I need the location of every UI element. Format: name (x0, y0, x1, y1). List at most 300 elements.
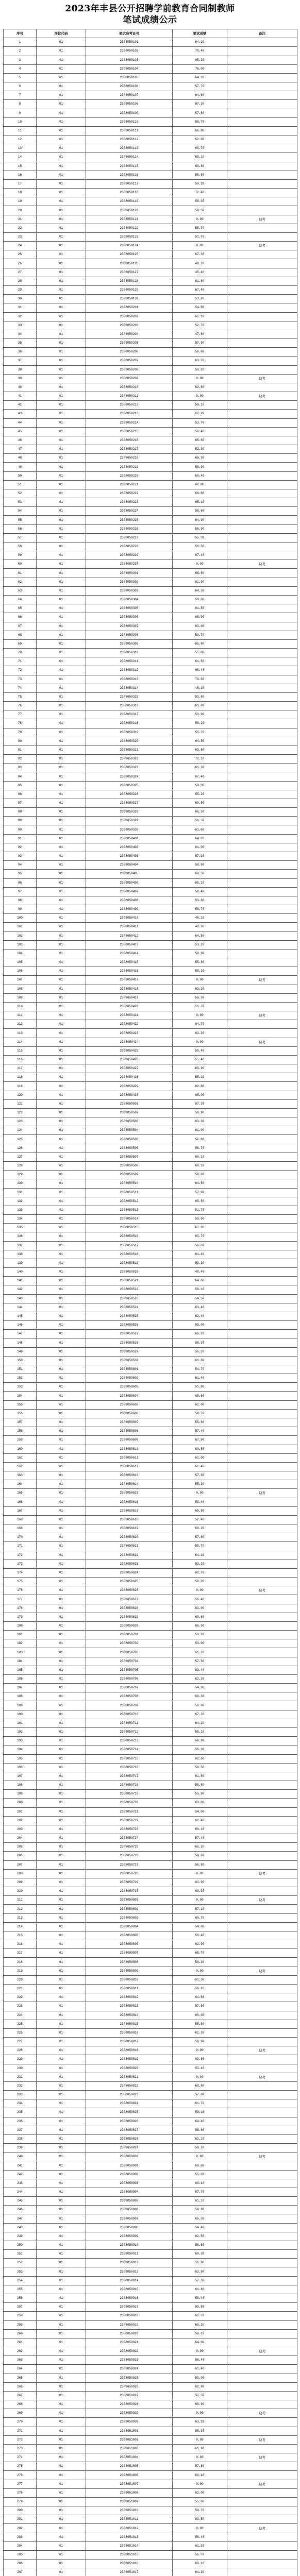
cell-score: 63.30 (173, 1117, 227, 1126)
cell-serial: 37 (4, 357, 37, 365)
cell-serial: 71 (4, 657, 37, 666)
cell-score: 53.70 (173, 418, 227, 427)
cell-ticket-number: 2308050122 (86, 224, 173, 232)
cell-position-code: 01 (37, 1631, 86, 1639)
cell-score: 54.50 (173, 1294, 227, 1303)
cell-ticket-number: 2308050708 (86, 1692, 173, 1701)
cell-remarks (227, 179, 297, 188)
cell-position-code: 01 (37, 1400, 86, 1409)
cell-score: 62.80 (173, 480, 227, 489)
cell-position-code: 01 (37, 1551, 86, 1560)
cell-position-code: 01 (37, 1958, 86, 1967)
cell-serial: 61 (4, 569, 37, 578)
cell-remarks (227, 1321, 297, 1330)
cell-ticket-number: 2308050313 (86, 675, 173, 684)
cell-score: 55.40 (173, 1055, 227, 1064)
cell-position-code: 01 (37, 215, 86, 224)
cell-remarks (227, 206, 297, 215)
cell-remarks (227, 1498, 297, 1506)
cell-ticket-number: 2308050625 (86, 1578, 173, 1586)
cell-ticket-number: 2308050123 (86, 232, 173, 241)
cell-serial: 132 (4, 1197, 37, 1206)
table-row (4, 622, 297, 631)
cell-remarks (227, 1082, 297, 1091)
cell-remarks (227, 1648, 297, 1657)
cell-position-code: 01 (37, 445, 86, 454)
cell-ticket-number: 2308050712 (86, 1728, 173, 1737)
table-row (4, 153, 297, 162)
cell-remarks (227, 1684, 297, 1692)
table-row (4, 949, 297, 958)
cell-position-code: 01 (37, 764, 86, 772)
cell-ticket-number: 2308050726 (86, 1852, 173, 1860)
cell-score: 55.90 (173, 1790, 227, 1799)
cell-ticket-number: 2308050304 (86, 596, 173, 604)
cell-score: 60.90 (173, 1064, 227, 1073)
cell-remarks (227, 153, 297, 162)
cell-ticket-number: 2308050510 (86, 1179, 173, 1188)
cell-score: 57.80 (173, 2462, 227, 2471)
cell-score: 59.20 (173, 967, 227, 976)
cell-remarks (227, 1984, 297, 1993)
cell-ticket-number: 2308050302 (86, 578, 173, 586)
table-row (4, 1436, 297, 1445)
cell-position-code: 01 (37, 2329, 86, 2338)
cell-score: 56.90 (173, 524, 227, 533)
cell-serial: 96 (4, 878, 37, 887)
cell-position-code: 01 (37, 2541, 86, 2550)
table-row (4, 1586, 297, 1595)
cell-serial: 113 (4, 1029, 37, 1038)
table-row (4, 1568, 297, 1577)
cell-serial: 5 (4, 73, 37, 82)
cell-ticket-number: 2308050403 (86, 852, 173, 860)
cell-ticket-number: 2308050312 (86, 666, 173, 675)
cell-ticket-number: 2308050920 (86, 2329, 173, 2338)
cell-score: 55.10 (173, 1728, 227, 1737)
cell-remarks (227, 2038, 297, 2046)
cell-serial: 229 (4, 2055, 37, 2064)
cell-remarks (227, 745, 297, 754)
cell-position-code: 01 (37, 38, 86, 47)
cell-ticket-number: 2308050124 (86, 242, 173, 250)
table-row (4, 728, 297, 737)
cell-position-code: 01 (37, 781, 86, 790)
table-row (4, 82, 297, 91)
table-row (4, 1843, 297, 1852)
cell-ticket-number: 2308050727 (86, 1860, 173, 1869)
table-row (4, 330, 297, 338)
cell-position-code: 01 (37, 1099, 86, 1108)
cell-score: 67.30 (173, 100, 227, 109)
table-row (4, 1728, 297, 1737)
cell-score: 56.40 (173, 2356, 227, 2365)
cell-serial: 219 (4, 1967, 37, 1975)
cell-remarks (227, 1392, 297, 1400)
table-row (4, 896, 297, 905)
cell-serial: 254 (4, 2276, 37, 2285)
cell-serial: 163 (4, 1471, 37, 1480)
table-row (4, 1940, 297, 1949)
cell-ticket-number: 2308050408 (86, 896, 173, 905)
table-row (4, 2382, 297, 2391)
cell-serial: 60 (4, 560, 37, 569)
cell-score: 58.10 (173, 2329, 227, 2338)
cell-ticket-number: 2308051013 (86, 2533, 173, 2541)
cell-position-code: 01 (37, 985, 86, 993)
cell-ticket-number: 2308050206 (86, 348, 173, 357)
cell-serial: 243 (4, 2179, 37, 2188)
cell-remarks (227, 2497, 297, 2506)
cell-remarks (227, 259, 297, 268)
cell-remarks (227, 1595, 297, 1604)
cell-ticket-number: 2308050624 (86, 1568, 173, 1577)
cell-ticket-number: 2308050914 (86, 2276, 173, 2285)
cell-ticket-number: 2308050615 (86, 1489, 173, 1498)
cell-score: 0.00 (173, 1011, 227, 1020)
table-row (4, 427, 297, 436)
cell-serial: 23 (4, 232, 37, 241)
cell-ticket-number: 2308050612 (86, 1462, 173, 1471)
cell-score: 56.10 (173, 1984, 227, 1993)
table-row (4, 914, 297, 923)
cell-ticket-number: 2308050618 (86, 1515, 173, 1524)
cell-score: 56.20 (173, 1347, 227, 1356)
cell-ticket-number: 2308050404 (86, 861, 173, 870)
cell-score: 61.00 (173, 843, 227, 852)
cell-score: 61.60 (173, 277, 227, 285)
cell-score: 59.70 (173, 905, 227, 914)
cell-remarks (227, 1772, 297, 1781)
cell-ticket-number: 2308050204 (86, 330, 173, 338)
cell-serial: 272 (4, 2435, 37, 2444)
cell-position-code: 01 (37, 1436, 86, 1445)
table-row (4, 1055, 297, 1064)
cell-position-code: 01 (37, 1055, 86, 1064)
cell-remarks (227, 1613, 297, 1621)
cell-score: 61.20 (173, 1648, 227, 1657)
cell-score: 55.70 (173, 728, 227, 737)
cell-serial: 46 (4, 436, 37, 445)
cell-ticket-number: 2308050116 (86, 171, 173, 179)
cell-ticket-number: 2308050218 (86, 454, 173, 463)
cell-remarks (227, 1117, 297, 1126)
table-row (4, 2488, 297, 2497)
cell-score: 51.70 (173, 1206, 227, 1214)
cell-score: 55.30 (173, 1480, 227, 1489)
cell-score: 57.00 (173, 2091, 227, 2099)
table-row (4, 1692, 297, 1701)
cell-remarks (227, 870, 297, 878)
cell-position-code: 01 (37, 1533, 86, 1542)
cell-score: 62.20 (173, 1029, 227, 1038)
cell-position-code: 01 (37, 2170, 86, 2179)
cell-serial: 70 (4, 649, 37, 657)
cell-remarks (227, 2462, 297, 2471)
table-row (4, 2259, 297, 2267)
cell-remarks (227, 604, 297, 613)
cell-position-code: 01 (37, 153, 86, 162)
cell-score: 0.00 (173, 2524, 227, 2533)
cell-score: 62.30 (173, 2028, 227, 2037)
cell-serial: 65 (4, 604, 37, 613)
cell-serial: 270 (4, 2418, 37, 2427)
cell-ticket-number: 2308050817 (86, 2038, 173, 2046)
cell-remarks (227, 2161, 297, 2170)
table-row (4, 1578, 297, 1586)
cell-remarks (227, 834, 297, 843)
cell-score: 61.20 (173, 2541, 227, 2550)
table-row (4, 1533, 297, 1542)
table-row (4, 799, 297, 807)
cell-remarks: 缺考 (227, 2073, 297, 2081)
cell-ticket-number: 2308050127 (86, 268, 173, 277)
cell-serial: 134 (4, 1215, 37, 1224)
cell-remarks (227, 1471, 297, 1480)
cell-score: 63.60 (173, 745, 227, 754)
table-row (4, 1303, 297, 1312)
cell-remarks (227, 2250, 297, 2259)
cell-serial: 112 (4, 1020, 37, 1029)
table-row (4, 1427, 297, 1436)
table-row (4, 2497, 297, 2506)
cell-remarks (227, 47, 297, 56)
cell-ticket-number: 2308050705 (86, 1666, 173, 1674)
cell-serial: 122 (4, 1108, 37, 1117)
table-row (4, 1144, 297, 1153)
table-row (4, 1560, 297, 1568)
cell-ticket-number: 2308050906 (86, 2206, 173, 2214)
cell-remarks (227, 1940, 297, 1949)
cell-position-code: 01 (37, 1674, 86, 1683)
cell-position-code: 01 (37, 878, 86, 887)
cell-serial: 19 (4, 197, 37, 206)
cell-ticket-number: 2308050330 (86, 825, 173, 834)
header-ticket-number: 笔试准考证号 (86, 29, 173, 38)
cell-score: 63.20 (173, 2418, 227, 2427)
cell-serial: 190 (4, 1710, 37, 1719)
cell-serial: 232 (4, 2081, 37, 2090)
table-row (4, 675, 297, 684)
cell-ticket-number: 2308050211 (86, 392, 173, 401)
cell-score: 55.20 (173, 2170, 227, 2179)
cell-serial: 43 (4, 410, 37, 418)
table-row (4, 339, 297, 348)
cell-score: 70.40 (173, 47, 227, 56)
table-row (4, 454, 297, 463)
cell-score: 55.80 (173, 958, 227, 967)
cell-remarks (227, 2374, 297, 2382)
cell-remarks: 缺考 (227, 976, 297, 985)
cell-position-code: 01 (37, 480, 86, 489)
cell-ticket-number: 2308050419 (86, 993, 173, 1002)
table-row (4, 524, 297, 533)
cell-ticket-number: 2308050505 (86, 1135, 173, 1144)
table-header-row (4, 29, 297, 38)
cell-serial: 231 (4, 2073, 37, 2081)
cell-position-code: 01 (37, 533, 86, 542)
cell-remarks (227, 2091, 297, 2099)
cell-score: 53.20 (173, 940, 227, 949)
cell-serial: 68 (4, 631, 37, 639)
table-row (4, 878, 297, 887)
cell-score: 0.00 (173, 2453, 227, 2462)
cell-ticket-number: 2308050224 (86, 507, 173, 516)
cell-serial: 226 (4, 2028, 37, 2037)
cell-score: 61.50 (173, 604, 227, 613)
cell-position-code: 01 (37, 2312, 86, 2320)
cell-ticket-number: 2308050919 (86, 2320, 173, 2329)
cell-position-code: 01 (37, 1843, 86, 1852)
cell-position-code: 01 (37, 2374, 86, 2382)
cell-ticket-number: 2308050410 (86, 914, 173, 923)
cell-position-code: 01 (37, 418, 86, 427)
cell-serial: 66 (4, 613, 37, 622)
cell-remarks (227, 1215, 297, 1224)
cell-ticket-number: 2308050108 (86, 100, 173, 109)
table-row (4, 1931, 297, 1940)
cell-score: 53.20 (173, 295, 227, 303)
cell-score: 59.00 (173, 2374, 227, 2382)
cell-ticket-number: 2308050406 (86, 878, 173, 887)
cell-remarks (227, 295, 297, 303)
cell-score: 59.40 (173, 887, 227, 896)
cell-serial: 282 (4, 2524, 37, 2533)
table-body (4, 38, 297, 2576)
cell-serial: 181 (4, 1631, 37, 1639)
cell-remarks (227, 2444, 297, 2453)
cell-serial: 216 (4, 1940, 37, 1949)
cell-position-code: 01 (37, 232, 86, 241)
table-row (4, 1480, 297, 1489)
cell-position-code: 01 (37, 100, 86, 109)
cell-serial: 261 (4, 2338, 37, 2347)
cell-remarks (227, 958, 297, 967)
cell-position-code: 01 (37, 312, 86, 321)
cell-serial: 144 (4, 1303, 37, 1312)
table-row (4, 2294, 297, 2303)
cell-position-code: 01 (37, 896, 86, 905)
table-row (4, 2091, 297, 2099)
cell-remarks (227, 2400, 297, 2409)
cell-serial: 154 (4, 1392, 37, 1400)
cell-score: 56.80 (173, 348, 227, 357)
cell-serial: 35 (4, 339, 37, 348)
cell-score: 58.00 (173, 1701, 227, 1710)
table-row (4, 586, 297, 595)
cell-score: 60.20 (173, 1524, 227, 1533)
table-row (4, 843, 297, 852)
cell-score: 58.80 (173, 1781, 227, 1790)
cell-serial: 75 (4, 692, 37, 701)
cell-remarks (227, 1436, 297, 1445)
cell-position-code: 01 (37, 73, 86, 82)
cell-ticket-number: 2308050126 (86, 259, 173, 268)
cell-remarks (227, 2550, 297, 2559)
cell-serial: 199 (4, 1790, 37, 1799)
table-row (4, 1684, 297, 1692)
cell-score: 59.10 (173, 2108, 227, 2117)
cell-remarks (227, 817, 297, 825)
cell-score: 59.00 (173, 1321, 227, 1330)
cell-remarks (227, 1860, 297, 1869)
cell-score: 59.90 (173, 949, 227, 958)
cell-score: 55.60 (173, 2497, 227, 2506)
cell-serial: 245 (4, 2197, 37, 2206)
cell-score: 65.60 (173, 1392, 227, 1400)
cell-remarks (227, 1975, 297, 1984)
cell-position-code: 01 (37, 171, 86, 179)
table-row (4, 1551, 297, 1560)
cell-score: 66.10 (173, 1330, 227, 1338)
cell-position-code: 01 (37, 675, 86, 684)
cell-serial: 253 (4, 2267, 37, 2276)
cell-score: 61.00 (173, 1126, 227, 1135)
cell-ticket-number: 2308051016 (86, 2560, 173, 2568)
cell-ticket-number: 2308050627 (86, 1595, 173, 1604)
cell-ticket-number: 2308051009 (86, 2497, 173, 2506)
cell-ticket-number: 2308050928 (86, 2400, 173, 2409)
cell-position-code: 01 (37, 684, 86, 692)
table-row (4, 489, 297, 498)
table-row (4, 348, 297, 357)
cell-position-code: 01 (37, 1745, 86, 1754)
cell-ticket-number: 2308050111 (86, 126, 173, 135)
cell-remarks: 缺考 (227, 215, 297, 224)
cell-serial: 189 (4, 1701, 37, 1710)
cell-ticket-number: 2308050529 (86, 1347, 173, 1356)
cell-remarks (227, 1719, 297, 1727)
cell-position-code: 01 (37, 1038, 86, 1046)
cell-remarks (227, 1162, 297, 1171)
table-row (4, 1489, 297, 1498)
cell-ticket-number: 2308050101 (86, 38, 173, 47)
table-row (4, 1887, 297, 1896)
cell-score: 55.10 (173, 1073, 227, 1082)
cell-serial: 285 (4, 2550, 37, 2559)
cell-ticket-number: 2308050629 (86, 1613, 173, 1621)
cell-score: 62.50 (173, 2232, 227, 2241)
cell-ticket-number: 2308050117 (86, 179, 173, 188)
table-row (4, 2126, 297, 2134)
cell-serial: 263 (4, 2356, 37, 2365)
cell-serial: 120 (4, 1091, 37, 1099)
table-row (4, 91, 297, 100)
cell-ticket-number: 2308050916 (86, 2294, 173, 2303)
cell-serial: 127 (4, 1153, 37, 1161)
cell-serial: 151 (4, 1365, 37, 1374)
cell-score: 63.40 (173, 1666, 227, 1674)
cell-score: 67.40 (173, 285, 227, 294)
cell-serial: 230 (4, 2064, 37, 2073)
cell-position-code: 01 (37, 657, 86, 666)
cell-ticket-number: 2308050901 (86, 2161, 173, 2170)
cell-position-code: 01 (37, 1135, 86, 1144)
cell-ticket-number: 2308051007 (86, 2480, 173, 2488)
cell-ticket-number: 2308050502 (86, 1108, 173, 1117)
table-row (4, 189, 297, 197)
cell-ticket-number: 2308050823 (86, 2091, 173, 2099)
cell-position-code: 01 (37, 2179, 86, 2188)
cell-score: 63.30 (173, 1887, 227, 1896)
table-row (4, 1046, 297, 1055)
cell-ticket-number: 2308050114 (86, 153, 173, 162)
cell-ticket-number: 2308050308 (86, 631, 173, 639)
cell-ticket-number: 2308050209 (86, 374, 173, 383)
cell-position-code: 01 (37, 1409, 86, 1418)
cell-ticket-number: 2308050429 (86, 1082, 173, 1091)
cell-position-code: 01 (37, 569, 86, 578)
